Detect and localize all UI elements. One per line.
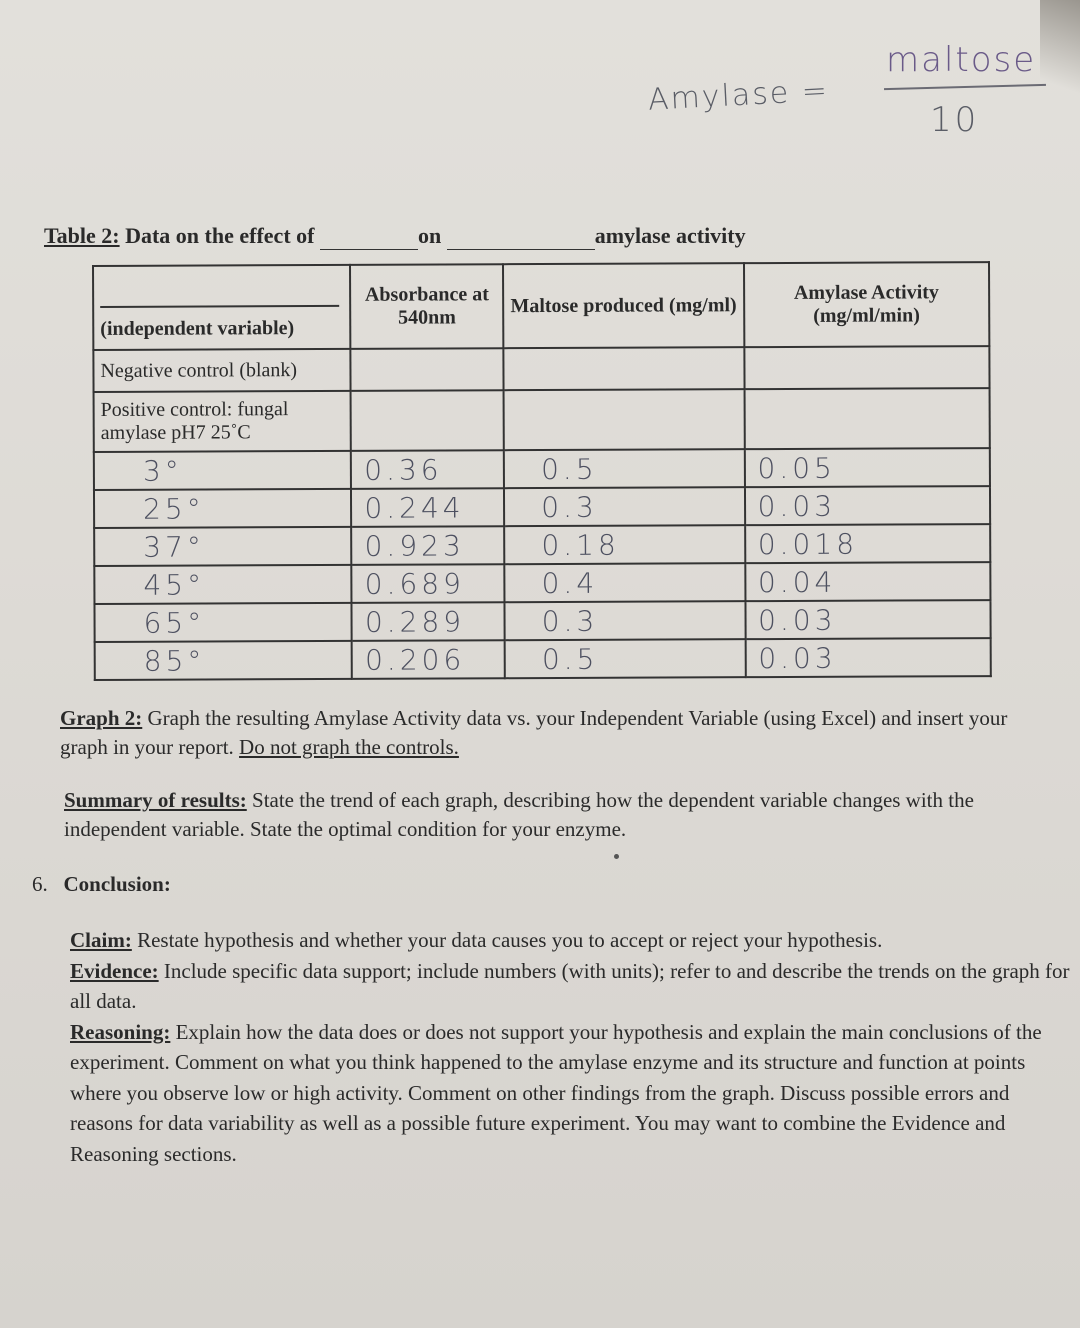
activity-cell: 0.03 (745, 638, 991, 677)
section-number: 6. (32, 872, 48, 896)
summary-instructions (64, 786, 1054, 844)
maltose-cell: 0.18 (504, 525, 745, 564)
evidence-label: Evidence: (70, 958, 159, 983)
evidence-text: Include specific data support; include numbers (with units); refer to and describe the trends on the graph for all data. (70, 958, 1070, 1013)
table-row (94, 448, 990, 490)
maltose-cell: 0.5 (504, 449, 745, 488)
absorbance-cell: 0.244 (351, 488, 504, 527)
blank-field-1 (320, 223, 418, 250)
data-table (92, 261, 992, 681)
stray-mark (614, 854, 619, 859)
table-cell (351, 348, 504, 391)
claim-text: Restate hypothesis and whether your data causes you to accept or reject your hypothesis. (137, 928, 883, 952)
blank-field-2 (447, 223, 595, 250)
table-row (95, 638, 991, 680)
table-cell (351, 390, 504, 451)
formula-numerator: maltose (886, 40, 1037, 80)
table-row (94, 562, 990, 604)
fraction-bar (884, 84, 1046, 90)
reasoning-text: Explain how the data does or does not support your hypothesis and explain the main conclusions of the experiment. Comment on what you think happened to the amylase enzyme and its structure and function at points where you observe low or high activity. Comment on other findings from the graph. Discuss possible errors and reasons for data variability as well as a possible future experiment. You may want to combine the Evidence and Reasoning sections. (70, 1019, 1042, 1166)
header-independent-label: (independent variable) (100, 317, 295, 340)
temp-cell: 37° (94, 527, 352, 566)
activity-cell: 0.018 (745, 524, 991, 563)
absorbance-cell: 0.36 (351, 450, 504, 489)
page-shadow (1040, 0, 1080, 120)
table-row (94, 524, 990, 566)
absorbance-cell: 0.923 (351, 526, 504, 565)
absorbance-cell: 0.289 (352, 602, 505, 641)
activity-cell: 0.03 (745, 486, 991, 525)
summary-text: State the trend of each graph, describing how the dependent variable changes with the independent variable. State the optimal condition for your enzyme. (64, 788, 974, 841)
evidence-paragraph (70, 956, 1070, 1017)
claim-paragraph (70, 925, 1070, 956)
temp-cell: 85° (95, 641, 353, 680)
header-maltose: Maltose produced (mg/ml) (503, 263, 744, 348)
activity-cell: 0.03 (745, 600, 991, 639)
table-caption (44, 223, 746, 250)
graph2-text: Graph the resulting Amylase Activity data vs. your Independent Variable (using Excel) and insert your graph in your report. (60, 706, 1008, 759)
header-absorbance: Absorbance at 540nm (350, 264, 503, 349)
table-header-row (93, 262, 989, 350)
table-label: Table 2: (44, 223, 120, 248)
absorbance-cell: 0.206 (352, 640, 505, 679)
table-row (94, 600, 990, 642)
formula-lhs: Amylase = (647, 73, 830, 118)
maltose-cell: 0.5 (505, 639, 746, 678)
absorbance-cell: 0.689 (352, 564, 505, 603)
caption-suffix: amylase activity (594, 223, 746, 248)
graph2-instructions (60, 704, 1040, 762)
maltose-cell: 0.3 (505, 601, 746, 640)
activity-cell: 0.05 (744, 448, 990, 487)
conclusion-heading (32, 870, 171, 899)
activity-cell: 0.04 (745, 562, 991, 601)
temp-cell: 65° (94, 603, 352, 642)
summary-label: Summary of results: (64, 788, 247, 812)
header-independent (93, 265, 351, 350)
temp-cell: 45° (94, 565, 352, 604)
header-activity: Amylase Activity (mg/ml/min) (744, 262, 990, 347)
table-cell (744, 388, 990, 449)
maltose-cell: 0.4 (504, 563, 745, 602)
negative-control-row (93, 346, 989, 392)
table-cell (744, 346, 990, 389)
maltose-cell: 0.3 (504, 487, 745, 526)
temp-cell: 25° (94, 489, 352, 528)
table-cell (504, 347, 745, 390)
positive-control-row (94, 388, 990, 452)
table-cell (504, 389, 745, 450)
caption-on: on (417, 223, 442, 248)
graph2-warning: Do not graph the controls. (239, 735, 459, 759)
graph2-label: Graph 2: (60, 706, 143, 730)
reasoning-label: Reasoning: (70, 1019, 171, 1044)
negative-control-label: Negative control (blank) (93, 349, 351, 392)
table-row (94, 486, 990, 528)
conclusion-instructions (70, 925, 1070, 1169)
caption-prefix: Data on the effect of (125, 223, 315, 248)
claim-label: Claim: (70, 928, 132, 952)
iv-blank-line (100, 305, 339, 308)
conclusion-title: Conclusion: (63, 872, 171, 896)
formula-denominator: 10 (930, 100, 980, 140)
positive-control-label: Positive control: fungal amylase pH7 25˚C (94, 391, 352, 452)
reasoning-paragraph (70, 1017, 1070, 1170)
temp-cell: 3° (94, 451, 352, 490)
